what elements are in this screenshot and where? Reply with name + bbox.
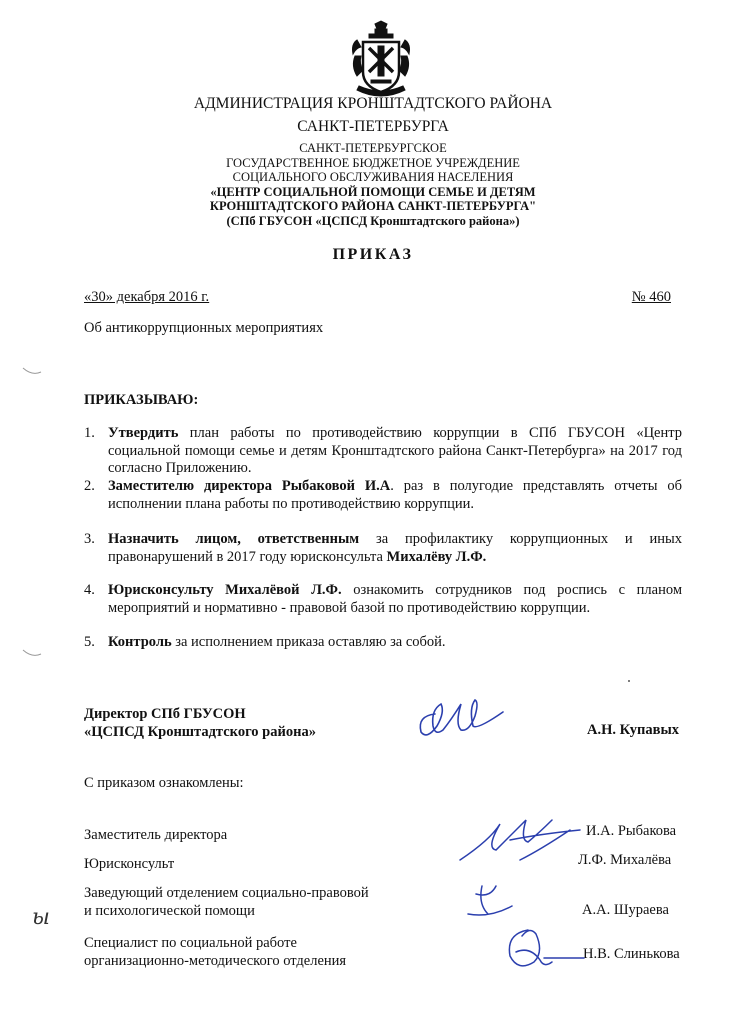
director-title-line: Директор СПб ГБУСОН — [84, 706, 246, 722]
acknowledgement-heading: С приказом ознакомлены: — [84, 775, 244, 791]
order-word: ПРИКАЗЫВАЮ: — [84, 392, 199, 408]
scan-speck — [628, 680, 630, 682]
order-item-text: план работы по противодействию коррупции в СПб ГБУСОН «Центр социальной помощи семье и детям Кронштадтского района Санкт-Петербурга» на 2017 год согласно Приложению. — [108, 425, 682, 476]
order-item-bold: Заместителю директора Рыбаковой И.А — [108, 478, 391, 494]
order-item-bold: Утвердить — [108, 425, 179, 441]
order-item-text: . раз в полугодие представлять отчеты об исполнении плана работы по противодействию коррупции. — [108, 478, 683, 512]
header-institution — [0, 141, 746, 228]
order-item-number: 5. — [84, 634, 95, 650]
ack-role: Заведующий отделением социально-правовой и психологической помощи — [84, 885, 369, 919]
order-item-number: 4. — [84, 582, 95, 598]
document-title: ПРИКАЗ — [332, 246, 414, 263]
order-item — [84, 582, 682, 617]
order-item-number: 1. — [84, 425, 95, 441]
header-institution-line: ГОСУДАРСТВЕННОЕ БЮДЖЕТНОЕ УЧРЕЖДЕНИЕ — [226, 155, 520, 170]
ack-name: Н.В. Слинькова — [583, 946, 680, 962]
order-item-number: 2. — [84, 478, 95, 494]
header-institution-name: «ЦЕНТР СОЦИАЛЬНОЙ ПОМОЩИ СЕМЬЕ И ДЕТЯМ — [210, 184, 536, 199]
ack-role: Заместитель директора — [84, 827, 228, 843]
order-item-number: 3. — [84, 531, 95, 547]
director-name: А.Н. Купавых — [587, 722, 680, 738]
director-title-line: «ЦСПСД Кронштадтского района» — [84, 724, 316, 740]
ack-role: Специалист по социальной работе организационно-методического отделения — [84, 935, 347, 969]
slinkova-signature — [498, 922, 588, 974]
ack-name: И.А. Рыбакова — [586, 823, 677, 839]
margin-handwritten-note: ы — [32, 905, 50, 930]
order-item-bold: Юрисконсульту Михалёвой Л.Ф. — [108, 582, 342, 598]
document-date: «30» декабря 2016 г. — [84, 289, 210, 305]
order-item — [84, 634, 682, 652]
order-item — [84, 425, 682, 478]
order-item-text: за профилактику коррупционных и иных правонарушений в 2017 году юрисконсульта — [108, 531, 682, 565]
document-number: № 460 — [631, 289, 671, 305]
ack-role: Юрисконсульт — [84, 856, 175, 872]
header-administration: АДМИНИСТРАЦИЯ КРОНШТАДТСКОГО РАЙОНА — [193, 95, 553, 112]
header-institution-line: СОЦИАЛЬНОГО ОБСЛУЖИВАНИЯ НАСЕЛЕНИЯ — [232, 170, 514, 184]
order-item — [84, 531, 682, 566]
header-institution-name: КРОНШТАДТСКОГО РАЙОНА САНКТ-ПЕТЕРБУРГА" — [209, 199, 537, 213]
director-title — [84, 705, 316, 741]
rybakova-signature — [440, 810, 590, 870]
director-handwritten-signature — [405, 684, 515, 744]
order-item-text: за исполнением приказа оставляю за собой. — [171, 634, 446, 650]
header-city: САНКТ-ПЕТЕРБУРГА — [297, 118, 449, 135]
ack-name: А.А. Шураева — [582, 902, 669, 918]
order-item — [84, 478, 682, 513]
order-item-text: ознакомить сотрудников под роспись с планом мероприятий и нормативно - правовой базой по противодействию коррупции. — [108, 582, 682, 616]
order-item-bold: Назначить лицом, ответственным — [108, 531, 360, 547]
shuraeva-signature — [460, 880, 520, 925]
header-institution-abbr: (СПб ГБУСОН «ЦСПСД Кронштадтского района») — [226, 213, 520, 228]
document-subject: Об антикоррупционных мероприятиях — [84, 320, 324, 336]
hole-punch-mark — [22, 366, 42, 376]
hole-punch-mark — [22, 648, 42, 658]
order-item-bold: Контроль — [108, 634, 172, 650]
coat-of-arms-emblem — [349, 20, 413, 100]
header-institution-line: САНКТ-ПЕТЕРБУРГСКОЕ — [299, 141, 447, 155]
ack-name: Л.Ф. Михалёва — [578, 852, 672, 868]
order-item-bold-name: Михалёву Л.Ф. — [386, 548, 487, 565]
